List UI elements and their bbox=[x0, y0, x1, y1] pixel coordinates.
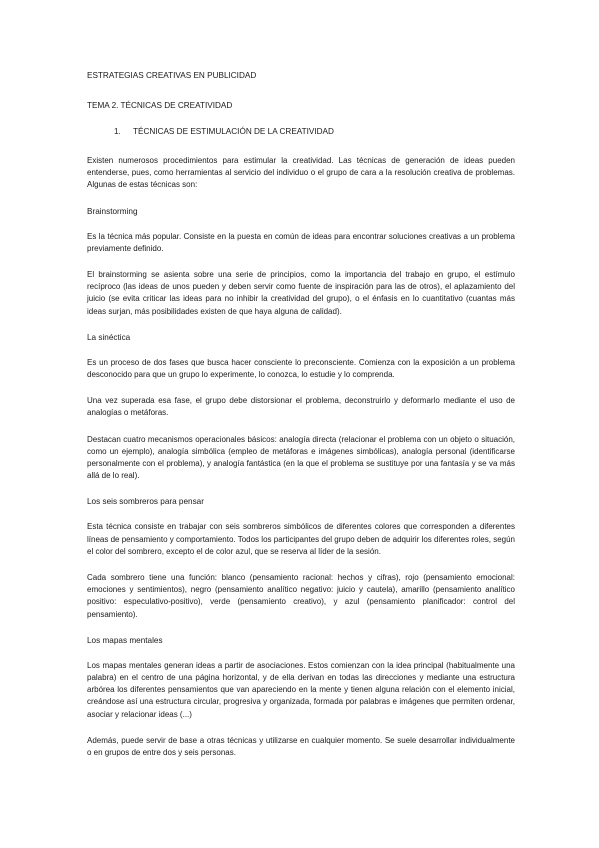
section-number: 1. bbox=[114, 127, 121, 136]
sinectica-paragraph-3: Destacan cuatro mecanismos operacionales básicos: analogía directa (relacionar el problema con un objeto o situación, como un ejemplo), analogía simbólica (empleo de metáforas e imágenes simbólicas), analogía personal (identificarse personalmente con el problema), y analogía fantástica (en la que el problema se sustituye por una fantasía y se va más allá de lo real). bbox=[87, 434, 515, 481]
document-title: ESTRATEGIAS CREATIVAS EN PUBLICIDAD bbox=[87, 71, 257, 80]
sombreros-heading: Los seis sombreros para pensar bbox=[87, 497, 204, 507]
sombreros-paragraph-1: Esta técnica consiste en trabajar con seis sombreros simbólicos de diferentes colores que corresponden a diferentes líneas de pensamiento y comportamiento. Todos los participantes del grupo deben de adquirir los diferentes roles, según el color del sombrero, excepto el de color azul, que se reserva al líder de la sesión. bbox=[87, 522, 515, 556]
document-subtitle: TEMA 2. TÉCNICAS DE CREATIVIDAD bbox=[87, 101, 233, 110]
sombreros-paragraph-2: Cada sombrero tiene una función: blanco (pensamiento racional: hechos y cifras), rojo (pensamiento emocional: emociones y sentimientos), negro (pensamiento analítico negativo: juicio y cautela), amarillo (pensamiento analítico positivo: especulativo-positivo), verde (pensamiento creativo), y azul (pensamiento planificador: control del pensamiento). bbox=[87, 573, 515, 619]
section-title: TÉCNICAS DE ESTIMULACIÓN DE LA CREATIVIDAD bbox=[133, 127, 334, 136]
sinectica-paragraph-1: Es un proceso de dos fases que busca hacer consciente lo preconsciente. Comienza con la exposición a un problema desconocido para que un grupo lo experimente, lo conozca, lo estudie y lo comprenda. bbox=[87, 357, 515, 380]
sinectica-heading: La sinéctica bbox=[87, 332, 131, 342]
mapas-paragraph-1: Los mapas mentales generan ideas a partir de asociaciones. Estos comienzan con la idea principal (habitualmente una palabra) en el centro de una página horizontal, y de ella derivan en todas las direcciones y mediante una estructura arbórea los diferentes pensamientos que van apareciendo en la mente y tienen alguna relación con el elemento inicial, creándose así una estructura circular, progresiva y organizada, formada por palabras e imágenes que permiten ordenar, asociar y relacionar ideas (...) bbox=[87, 660, 515, 719]
section-heading bbox=[114, 126, 515, 137]
mapas-heading: Los mapas mentales bbox=[87, 635, 163, 645]
intro-paragraph: Existen numerosos procedimientos para estimular la creatividad. Las técnicas de generación de ideas pueden entenderse, pues, como herramientas al servicio del individuo o el grupo de cara a la resolución creativa de problemas. Algunas de estas técnicas son: bbox=[87, 156, 515, 190]
brainstorming-paragraph-1: Es la técnica más popular. Consiste en la puesta en común de ideas para encontrar soluciones creativas a un problema previamente definido. bbox=[87, 231, 515, 253]
mapas-paragraph-2: Además, puede servir de base a otras técnicas y utilizarse en cualquier momento. Se suele desarrollar individualmente o en grupos de entre dos y seis personas. bbox=[87, 735, 515, 758]
brainstorming-paragraph-2: El brainstorming se asienta sobre una serie de principios, como la importancia del trabajo en grupo, el estímulo recíproco (las ideas de unos pueden y deben servir como fuente de inspiración para las de otros), el aplazamiento del juicio (se evita criticar las ideas para no inhibir la creatividad del grupo), o el énfasis en lo cuantitativo (cuantas más ideas surjan, más posibilidades existen de que haya alguna de calidad). bbox=[87, 270, 515, 316]
document-page bbox=[87, 70, 515, 773]
sinectica-paragraph-2: Una vez superada esa fase, el grupo debe distorsionar el problema, deconstruirlo y deformarlo mediante el uso de analogías o metáforas. bbox=[87, 396, 515, 418]
brainstorming-heading: Brainstorming bbox=[87, 206, 138, 216]
